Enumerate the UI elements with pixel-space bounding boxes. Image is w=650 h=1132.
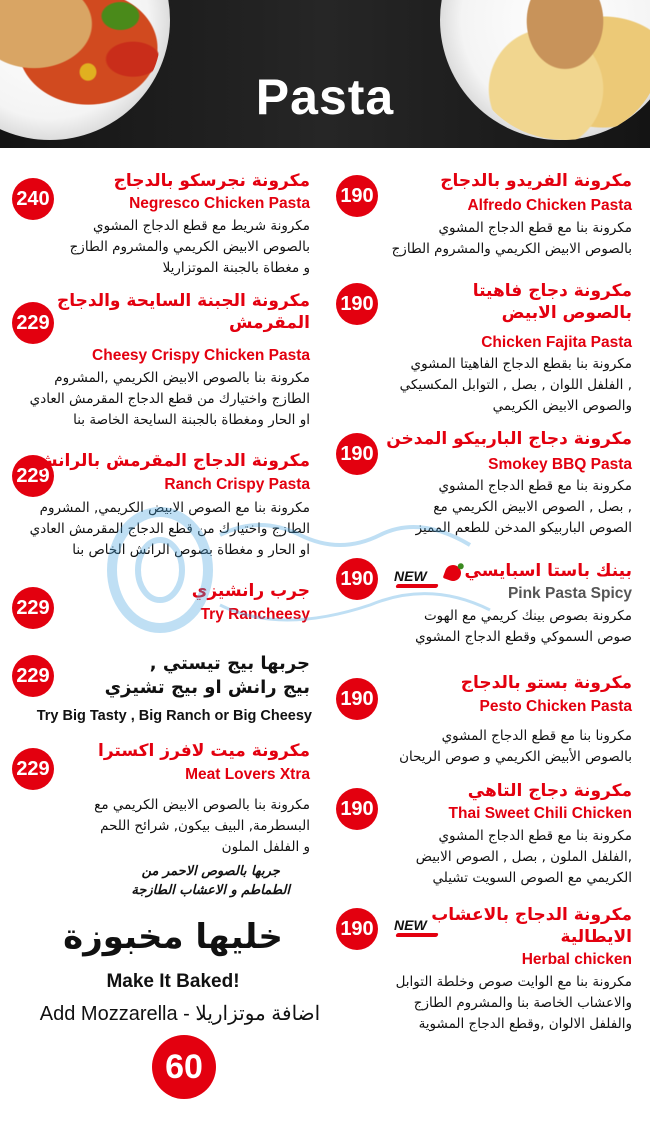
item-title-ar-big-tasty: جربها بيج تيستي , بيج رانش او بيج تشيزي xyxy=(104,653,310,698)
item-desc-pink: مكرونة بصوص بينك كريمي مع الهوت صوص السموكي وقطع الدجاج المشوي xyxy=(415,608,632,645)
item-desc-ranch-crispy: مكرونة بنا مع الصوص الابيض الكريمي, المشروم الطازج واختيارك من قطع الدجاج المقرمش العادي او الحار و مغطاة بصوص الرانش الخاص بنا xyxy=(29,500,310,558)
item-title-en-thai: Thai Sweet Chili Chicken xyxy=(448,805,632,822)
price-badge-cheesy-crispy: 229 xyxy=(12,302,54,344)
baked-title-ar: خليها مخبوزة xyxy=(63,917,283,957)
item-title-ar-alfredo: مكرونة الفريدو بالدجاج xyxy=(440,171,632,191)
price-badge-alfredo: 190 xyxy=(336,175,378,217)
price-badge-herbal: 190 xyxy=(336,908,378,950)
price-badge-thai: 190 xyxy=(336,788,378,830)
item-desc-alfredo: مكرونة بنا مع قطع الدجاج المشوي بالصوص الابيض الكريمي والمشروم الطازج xyxy=(391,220,632,257)
new-badge: NEW xyxy=(394,568,446,590)
item-title-en-rancheesy: Try Rancheesy xyxy=(200,606,310,623)
price-badge-ranch-crispy: 229 xyxy=(12,455,54,497)
item-title-ar-cheesy-crispy: مكرونة الجبنة السايحة والدجاج المقرمش xyxy=(57,291,310,333)
baked-title-en: Make It Baked! xyxy=(106,971,240,992)
price-badge-meat-lovers: 229 xyxy=(12,748,54,790)
item-desc-negresco: مكرونة شريط مع قطع الدجاج المشوي بالصوص الابيض الكريمي والمشروم الطازج و مغطاة بالجبنة الموتزاريلا xyxy=(69,218,310,276)
item-desc-herbal: مكرونة بنا مع الوايت صوص وخلطة التوابل والاعشاب الخاصة بنا والمشروم الطازج والفلفل الالوان ,وقطع الدجاج المشوية xyxy=(395,974,632,1032)
item-desc-thai: مكرونة بنا مع قطع الدجاج المشوي ,الفلفل الملون , بصل , الصوص الابيض الكريمي مع الصوص السويت تشيلي xyxy=(415,828,632,886)
page-title: Pasta xyxy=(255,69,395,125)
item-title-en-meat-lovers: Meat Lovers Xtra xyxy=(185,766,310,783)
item-title-en-fajita: Chicken Fajita Pasta xyxy=(481,334,632,351)
item-desc-cheesy-crispy: مكرونة بنا بالصوص الابيض الكريمي ,المشروم الطازج واختيارك من قطع الدجاج المقرمش العادي او الحار ومغطاة بالجبنة السايحة الخاصة بنا xyxy=(29,370,310,428)
item-title-en-pesto: Pesto Chicken Pasta xyxy=(479,698,632,715)
new-badge: NEW xyxy=(394,917,446,939)
header-banner xyxy=(0,0,650,148)
item-desc-meat-lovers: مكرونة بنا بالصوص الابيض الكريمي مع البسطرمة, البيف بيكون, شرائح اللحم و الفلفل الملون xyxy=(94,797,310,855)
price-badge-pink: 190 xyxy=(336,558,378,600)
item-title-en-big-tasty: Try Big Tasty , Big Ranch or Big Cheesy xyxy=(36,708,312,724)
item-desc-bbq: مكرونة بنا مع قطع الدجاج المشوي , بصل , الصوص الابيض الكريمي مع الصوص الباربيكو المدخن للطعم المميز xyxy=(415,478,632,536)
price-badge-bbq: 190 xyxy=(336,433,378,475)
item-title-ar-pink: بينك باستا اسبايسي xyxy=(464,561,632,581)
price-badge-fajita: 190 xyxy=(336,283,378,325)
item-title-en-negresco: Negresco Chicken Pasta xyxy=(129,195,310,212)
item-title-en-alfredo: Alfredo Chicken Pasta xyxy=(467,197,632,214)
item-title-ar-thai: مكرونة دجاج التاهي xyxy=(467,781,632,801)
price-badge-rancheesy: 229 xyxy=(12,587,54,629)
item-title-ar-herbal: مكرونة الدجاج بالاعشاب الايطالية xyxy=(431,905,632,947)
item-desc-pesto: مكرونا بنا مع قطع الدجاج المشوي بالصوص الأبيض الكريمي و صوص الريحان xyxy=(399,728,632,765)
item-title-en-ranch-crispy: Ranch Crispy Pasta xyxy=(164,476,310,493)
item-title-ar-meat-lovers: مكرونة ميت لافرز اكسترا xyxy=(98,741,310,761)
item-title-ar-negresco: مكرونة نجرسكو بالدجاج xyxy=(113,171,310,191)
item-title-en-bbq: Smokey BBQ Pasta xyxy=(488,456,632,473)
item-desc-fajita: مكرونة بنا بقطع الدجاج الفاهيتا المشوي , الفلفل اللوان , بصل , التوابل المكسيكي والصوص الابيض الكريمي xyxy=(399,356,632,414)
add-mozzarella-line: Add Mozzarella - اضافة موتزاريلا xyxy=(39,1003,321,1025)
item-title-en-herbal: Herbal chicken xyxy=(521,951,632,968)
price-badge-baked: 60 xyxy=(152,1035,216,1099)
price-badge-negresco: 240 xyxy=(12,178,54,220)
red-sauce-tip: جربها بالصوص الاحمر من الطماطم و الاعشاب الطازجة xyxy=(131,864,290,898)
item-title-ar-pesto: مكرونة بستو بالدجاج xyxy=(460,673,632,693)
item-title-ar-rancheesy: جرب رانشيزي xyxy=(191,581,310,601)
price-badge-pesto: 190 xyxy=(336,678,378,720)
item-title-ar-bbq: مكرونة دجاج الباربيكو المدخن xyxy=(386,429,632,449)
item-title-en-pink: Pink Pasta Spicy xyxy=(507,585,632,602)
item-title-ar-ranch-crispy: مكرونة الدجاج المقرمش بالرانش xyxy=(34,451,310,471)
price-badge-big-tasty: 229 xyxy=(12,655,54,697)
item-title-en-cheesy-crispy: Cheesy Crispy Chicken Pasta xyxy=(92,347,310,364)
item-title-ar-fajita: مكرونة دجاج فاهيتا بالصوص الابيض xyxy=(472,281,632,323)
